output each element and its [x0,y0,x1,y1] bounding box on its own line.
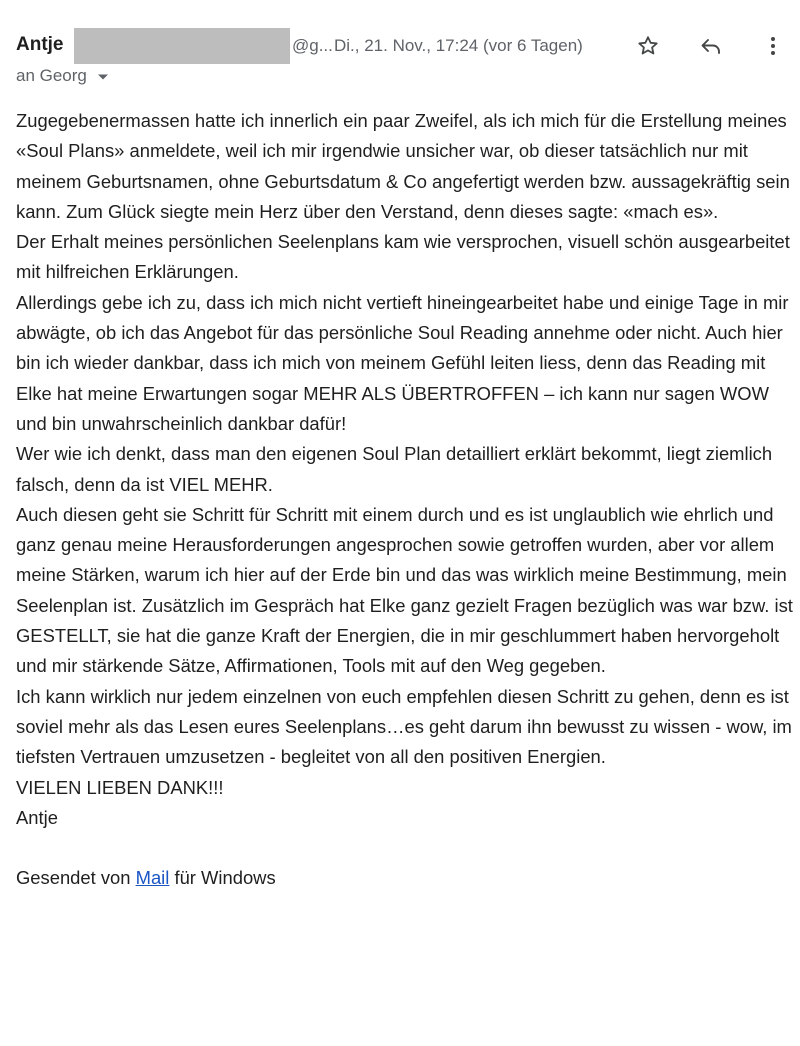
mail-link[interactable]: Mail [135,867,170,889]
body-paragraph: Allerdings gebe ich zu, dass ich mich nicht vertieft hineingearbeitet habe und einige Tage in mir abwägte, ob ich das Angebot für das persönliche Soul Reading annehme oder nicht. Auch hier bin ich wieder dankbar, dass ich mich von meinem Gefühl leiten liess, denn das Reading mit Elke hat meine Erwartungen sogar MEHR ALS ÜBERTROFFEN – ich kann nur sagen WOW und bin unwahrscheinlich dankbar dafür! [16,291,789,434]
recipient-label: an Georg [16,66,87,85]
body-paragraph: Der Erhalt meines persönlichen Seelenplans kam wie versprochen, visuell schön ausgearbeitet mit hilfreichen Erklärungen. [16,231,790,283]
body-paragraph: Zugegebenermassen hatte ich innerlich ein paar Zweifel, als ich mich für die Erstellung meines «Soul Plans» anmeldete, weil ich mir irgendwie unsicher war, ob dieser tatsächlich nur mit meinem Geburtsnamen, ohne Geburtsdatum & Co angefertigt werden bzw. aussagekräftig sein kann. Zum Glück siegte mein Herz über den Verstand, denn dieses sagte: «mach es». [16,110,790,222]
recipient-dropdown[interactable] [16,66,109,86]
sender-email-suffix: @g... [292,36,333,55]
caret-down-icon [97,73,109,81]
reply-button[interactable] [693,28,729,64]
star-button[interactable] [630,28,666,64]
star-icon [636,34,660,58]
sent-from-footer [16,863,796,893]
signature: Antje [16,806,58,828]
body-paragraph: Ich kann wirklich nur jedem einzelnen von euch empfehlen diesen Schritt zu gehen, denn es ist soviel mehr als das Lesen eures Seelenplans…es geht darum ihn bewusst zu wissen - wow, im tiefsten Vertrauen umzusetzen - begleitet von all den positiven Energien. [16,685,792,768]
closing-thanks: VIELEN LIEBEN DANK!!! [16,776,224,798]
body-paragraph: Wer wie ich denkt, dass man den eigenen Soul Plan detailliert erklärt bekommt, liegt ziemlich falsch, denn da ist VIEL MEHR. [16,443,773,495]
message-header [16,28,800,64]
body-paragraph: Auch diesen geht sie Schritt für Schritt mit einem durch und es ist unglaublich wie ehrlich und ganz genau meine Herausforderungen angesprochen sowie getroffen wurden, aber vor allem meine Stärken, warum ich hier auf der Erde bin und das was wirklich meine Bestimmung, mein Seelenplan ist. Zusätzlich im Gespräch hat Elke ganz gezielt Fragen bezüglich was war bzw. ist GESTELLT, sie hat die ganze Kraft der Energien, die in mir geschlummert haben hervorgeholt und mir stärkende Sätze, Affirmationen, Tools mit auf den Weg gegeben. [16,503,793,677]
message-body [16,106,796,894]
more-vert-icon [761,34,785,58]
redacted-email [74,28,290,64]
reply-icon [699,34,723,58]
message-date[interactable]: Di., 21. Nov., 17:24 (vor 6 Tagen) [334,36,583,55]
sender-name[interactable]: Antje [16,34,64,55]
footer-prefix: Gesendet von [16,867,136,889]
footer-suffix: für Windows [169,867,276,889]
more-options-button[interactable] [755,28,791,64]
